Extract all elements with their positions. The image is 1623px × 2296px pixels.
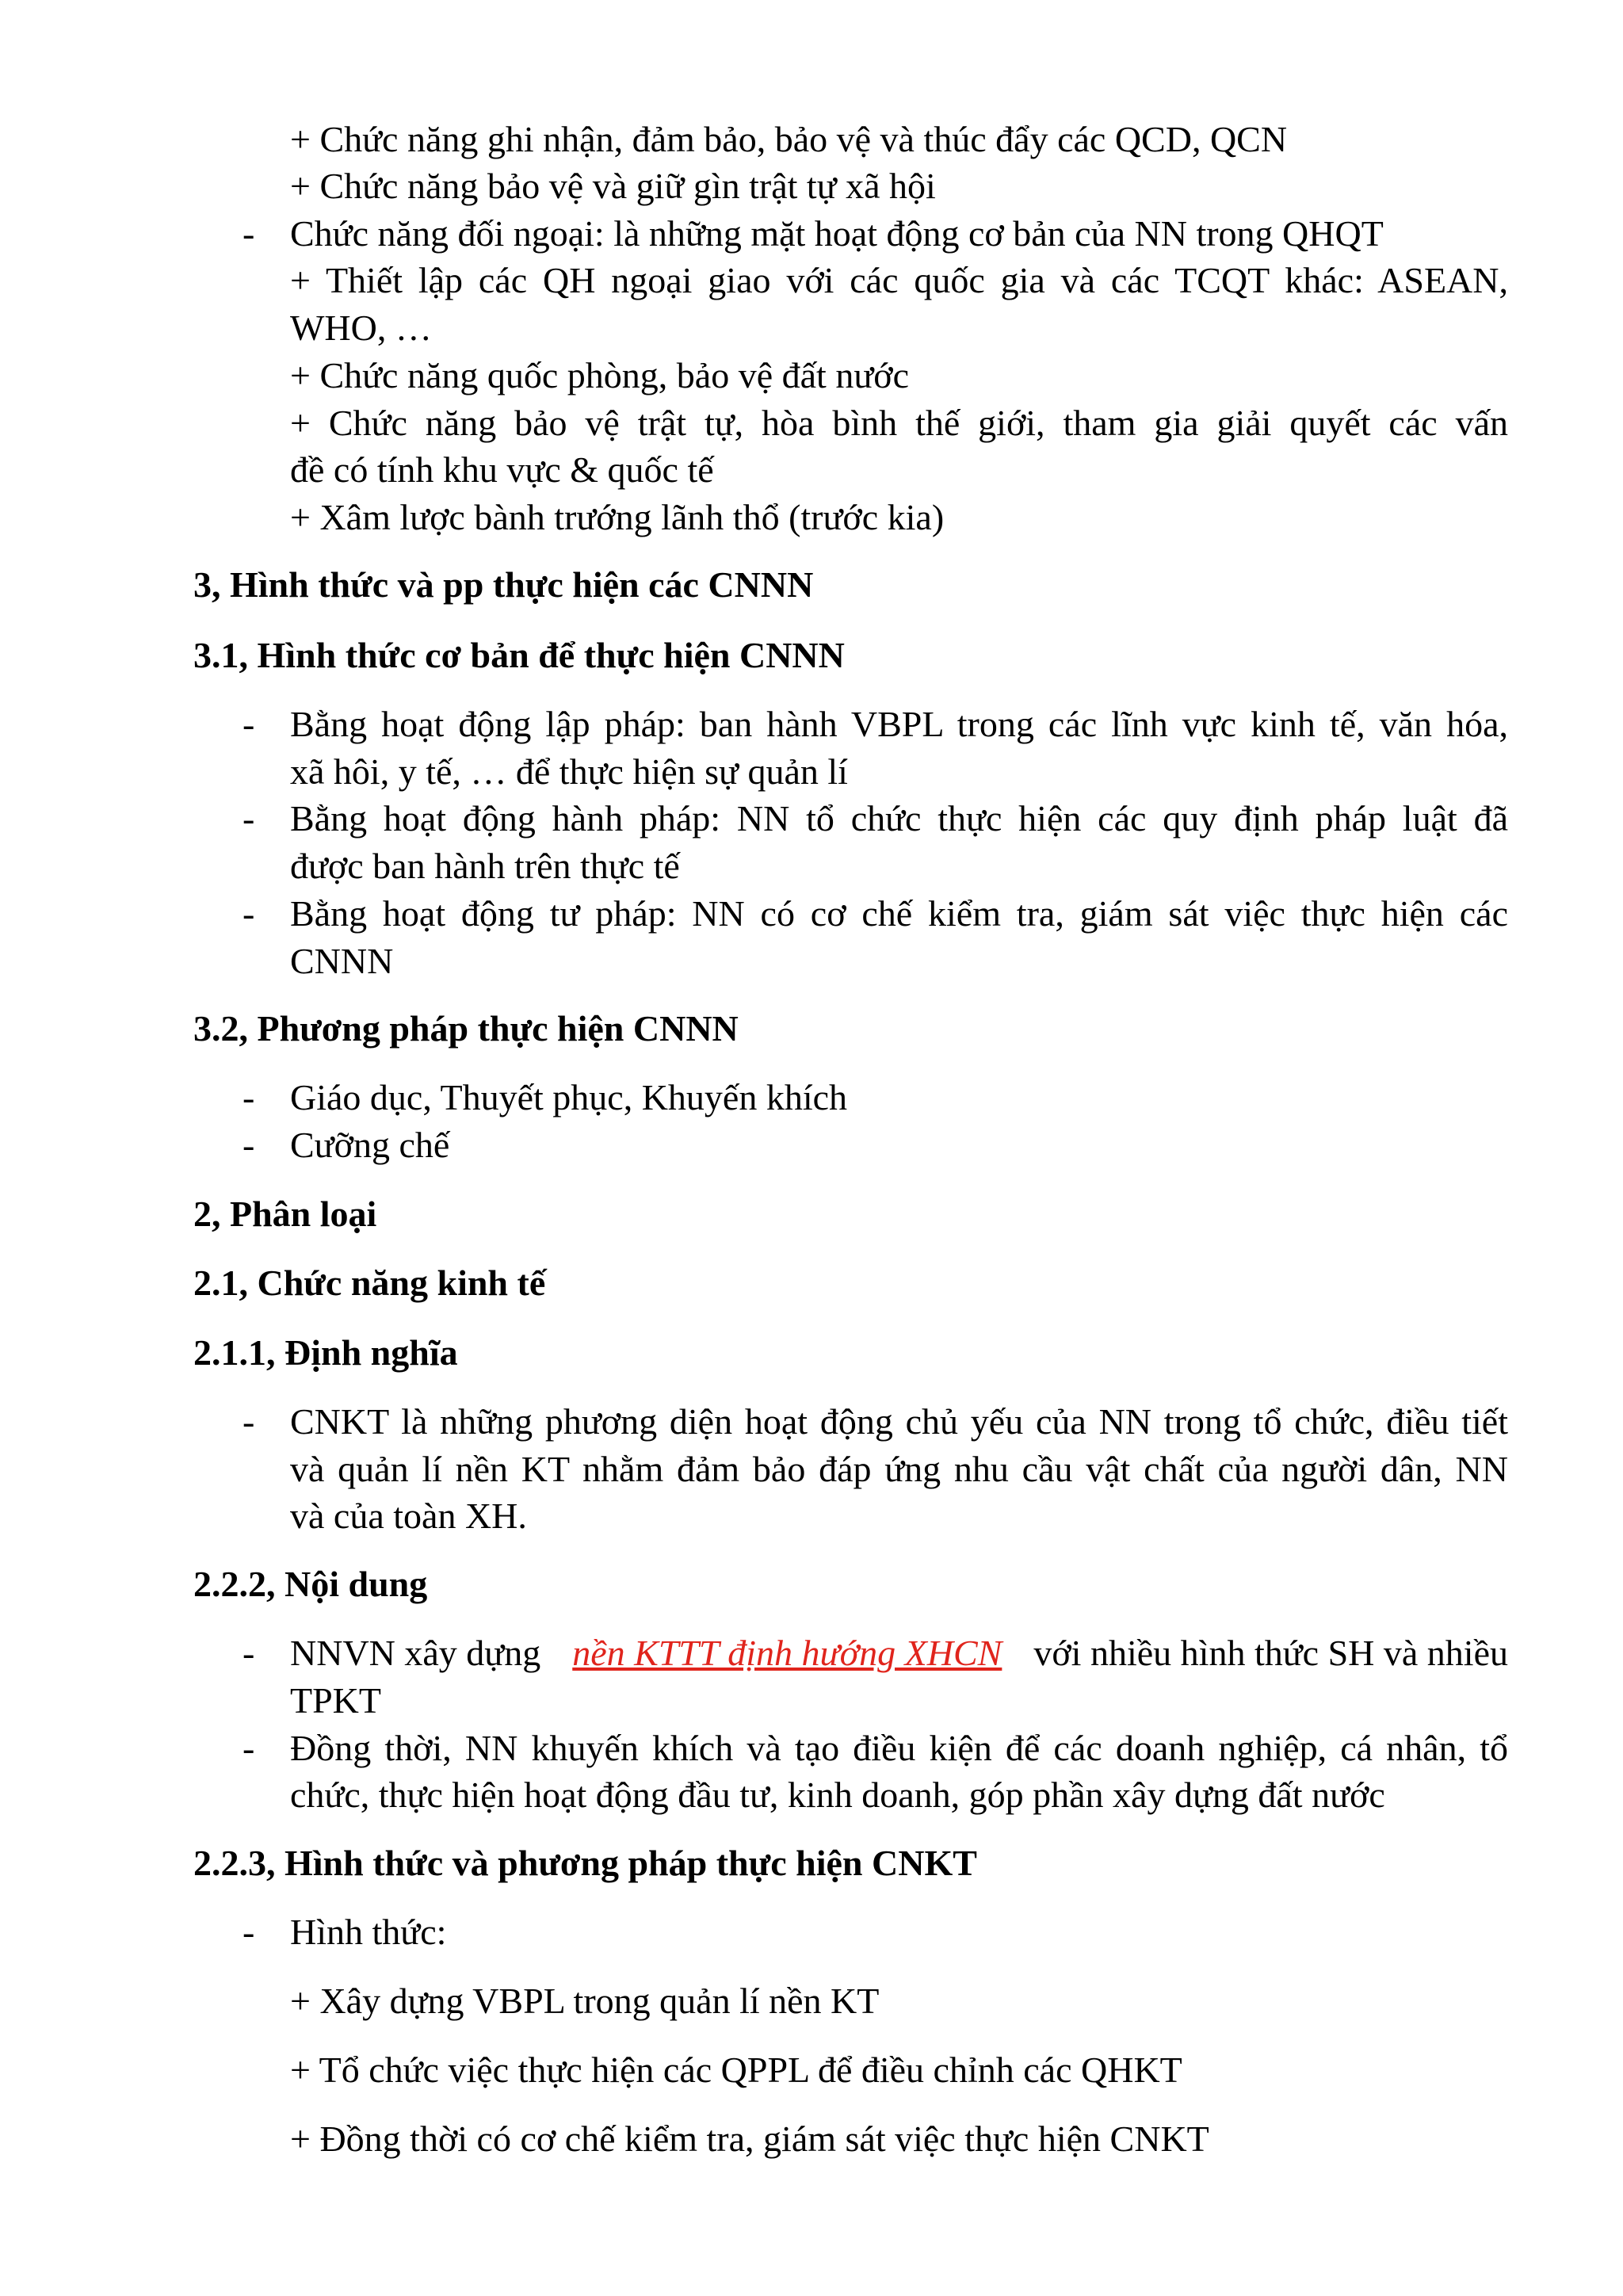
bullet-text: Bằng hoạt động tư pháp: NN có cơ chế kiểm tra, giám sát việc thực hiện các [290, 893, 1508, 934]
section-heading: 2, Phân loại [193, 1194, 377, 1234]
plus-item-cont: WHO, … [290, 308, 432, 348]
bullet-text: Hình thức: [290, 1912, 447, 1952]
bullet-dash: - [242, 1077, 255, 1117]
plus-item: + Thiết lập các QH ngoại giao với các quốc gia và các TCQT khác: ASEAN, [290, 260, 1508, 300]
bullet-dash: - [242, 1125, 255, 1165]
bullet-text-pre: NNVN xây dựng [290, 1633, 541, 1673]
bullet-text: Cưỡng chế [290, 1125, 450, 1165]
bullet-text-cont: và quản lí nền KT nhằm đảm bảo đáp ứng nhu cầu vật chất của người dân, NN [290, 1449, 1508, 1489]
plus-item-cont: đề có tính khu vực & quốc tế [290, 449, 714, 490]
bullet-text-cont: và của toàn XH. [290, 1496, 527, 1536]
bullet-text: Bằng hoạt động hành pháp: NN tổ chức thực hiện các quy định pháp luật đã [290, 798, 1508, 839]
bullet-text: Bằng hoạt động lập pháp: ban hành VBPL trong các lĩnh vực kinh tế, văn hóa, [290, 704, 1508, 744]
bullet-text: Giáo dục, Thuyết phục, Khuyến khích [290, 1077, 848, 1117]
bullet-text-cont: được ban hành trên thực tế [290, 846, 680, 886]
plus-item: + Chức năng bảo vệ và giữ gìn trật tự xã hội [290, 166, 936, 206]
bullet-dash: - [242, 704, 255, 744]
section-heading: 3.2, Phương pháp thực hiện CNNN [193, 1008, 739, 1049]
section-heading: 2.1.1, Định nghĩa [193, 1332, 458, 1373]
bullet-text: Chức năng đối ngoại: là những mặt hoạt động cơ bản của NN trong QHQT [290, 213, 1384, 254]
plus-item: + Chức năng quốc phòng, bảo vệ đất nước [290, 355, 910, 395]
bullet-text-cont: TPKT [290, 1680, 381, 1721]
bullet-dash: - [242, 1633, 255, 1673]
section-heading: 3.1, Hình thức cơ bản để thực hiện CNNN [193, 635, 845, 675]
section-heading: 2.1, Chức năng kinh tế [193, 1263, 546, 1303]
bullet-text-cont: CNNN [290, 941, 394, 981]
bullet-dash: - [242, 1401, 255, 1442]
plus-item: + Xây dựng VBPL trong quản lí nền KT [290, 1981, 880, 2021]
highlighted-link[interactable]: nền KTTT định hướng XHCN [572, 1633, 1002, 1673]
bullet-text: Đồng thời, NN khuyến khích và tạo điều kiện để các doanh nghiệp, cá nhân, tổ [290, 1728, 1508, 1768]
section-heading: 2.2.2, Nội dung [193, 1564, 428, 1604]
section-heading: 2.2.3, Hình thức và phương pháp thực hiện CNKT [193, 1843, 977, 1883]
bullet-dash: - [242, 893, 255, 934]
bullet-dash: - [242, 1912, 255, 1952]
bullet-dash: - [242, 798, 255, 839]
plus-item: + Tổ chức việc thực hiện các QPPL để điều chỉnh các QHKT [290, 2050, 1182, 2090]
bullet-text [290, 1629, 1508, 1677]
section-heading: 3, Hình thức và pp thực hiện các CNNN [193, 564, 814, 605]
bullet-dash: - [242, 1728, 255, 1768]
plus-item: + Chức năng bảo vệ trật tự, hòa bình thế giới, tham gia giải quyết các vấn [290, 403, 1508, 443]
bullet-text-cont: chức, thực hiện hoạt động đầu tư, kinh doanh, góp phần xây dựng đất nước [290, 1775, 1385, 1815]
bullet-dash: - [242, 213, 255, 254]
plus-item: + Chức năng ghi nhận, đảm bảo, bảo vệ và thúc đẩy các QCD, QCN [290, 119, 1288, 159]
plus-item: + Xâm lược bành trướng lãnh thổ (trước kia) [290, 497, 945, 537]
bullet-text: CNKT là những phương diện hoạt động chủ yếu của NN trong tổ chức, điều tiết [290, 1401, 1508, 1442]
bullet-text-cont: xã hôi, y tế, … để thực hiện sự quản lí [290, 751, 848, 792]
bullet-text-post: với nhiều hình thức SH và nhiều [1033, 1633, 1508, 1673]
plus-item: + Đồng thời có cơ chế kiểm tra, giám sát việc thực hiện CNKT [290, 2118, 1209, 2159]
